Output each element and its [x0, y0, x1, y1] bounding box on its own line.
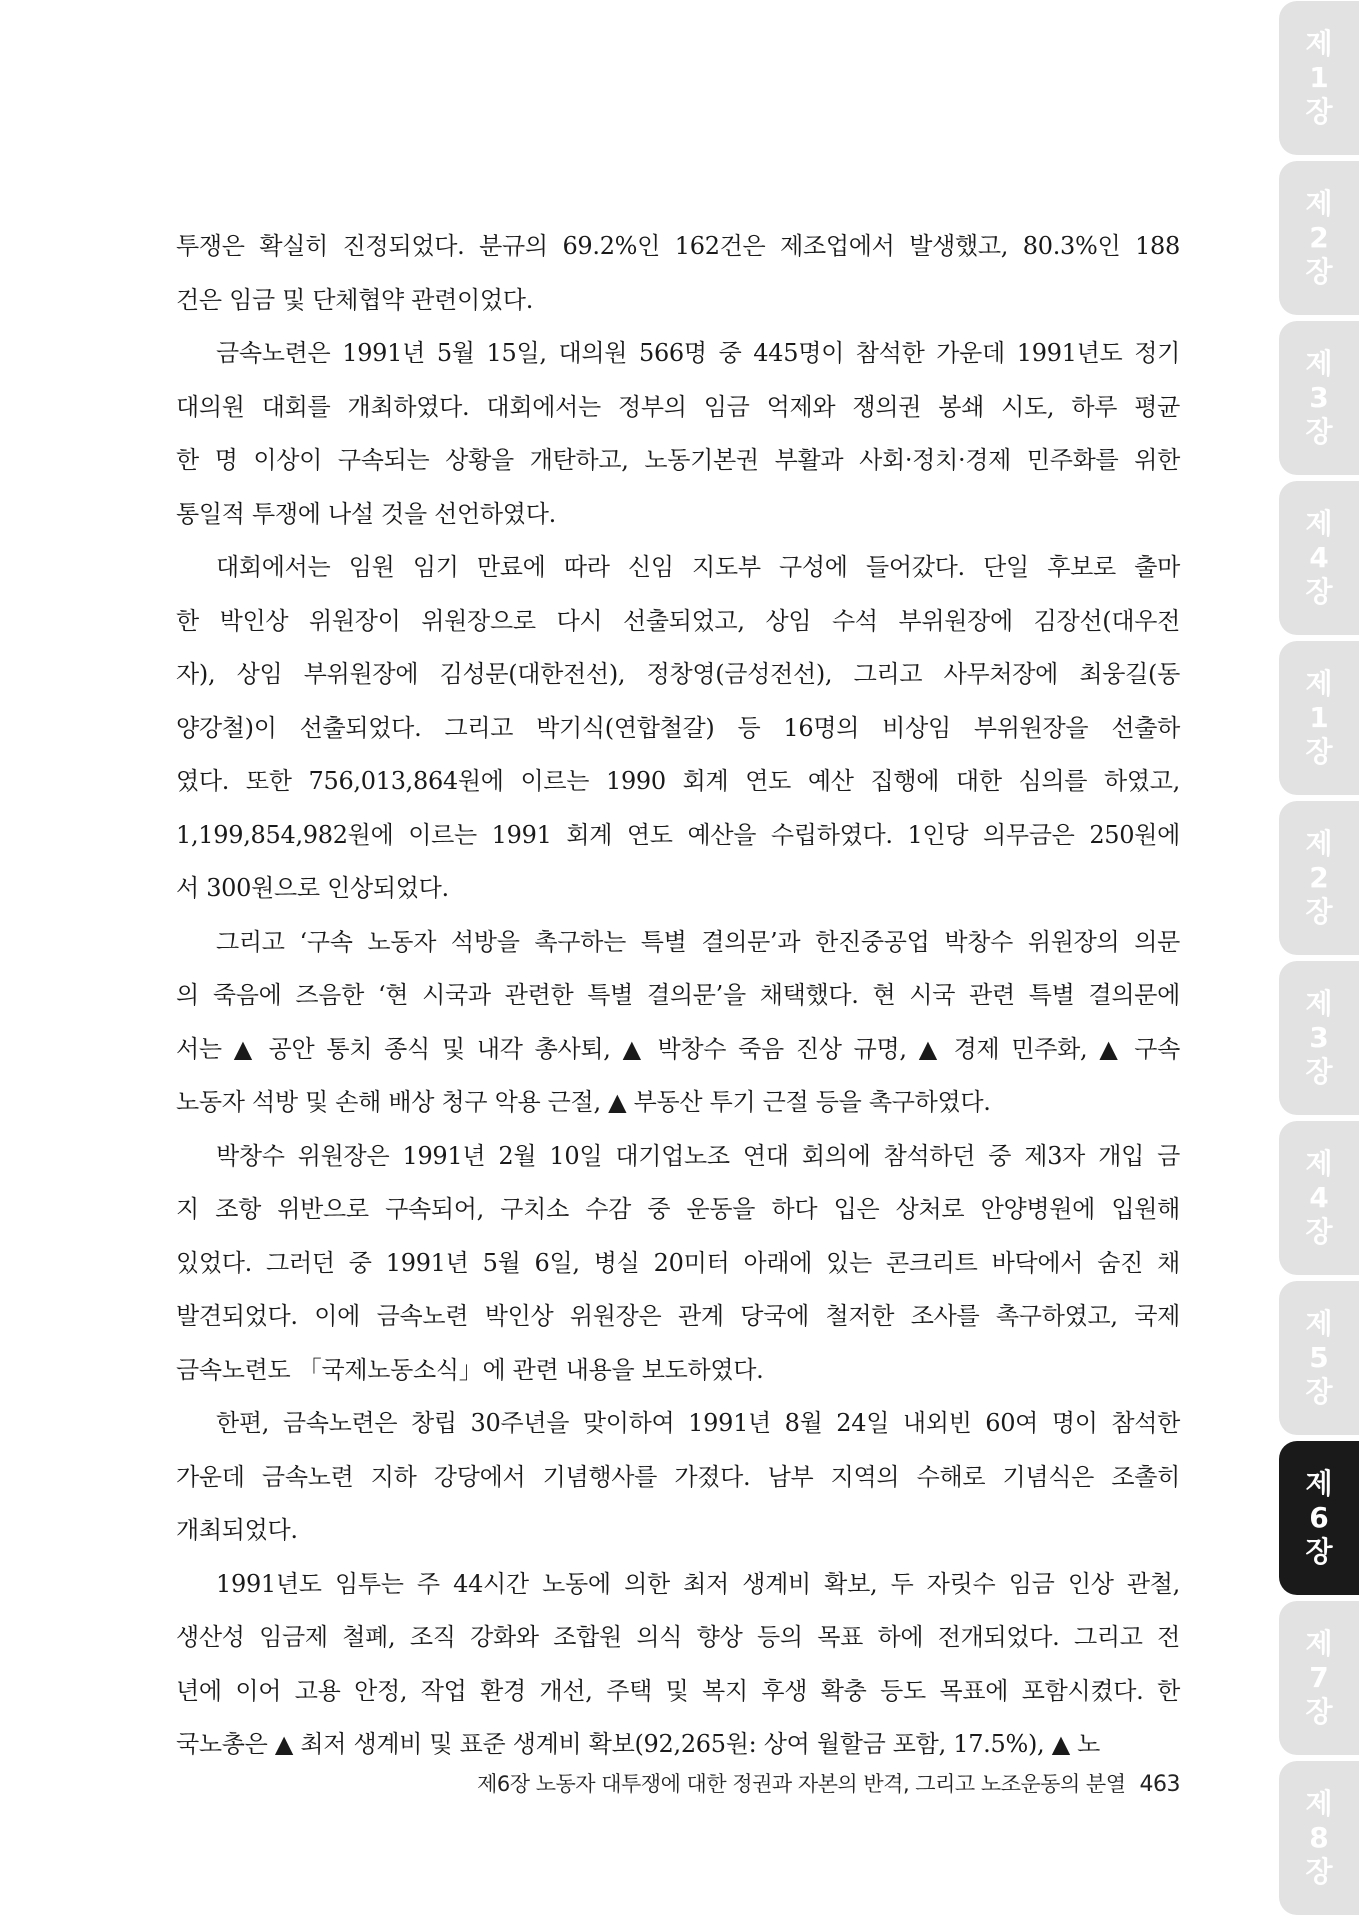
chapter-tab-suffix: 장	[1305, 1375, 1333, 1408]
chapter-tab[interactable]	[1279, 801, 1359, 955]
chapter-tab-suffix: 장	[1305, 1695, 1333, 1728]
chapter-tab-prefix: 제	[1305, 1627, 1333, 1660]
chapter-tab[interactable]	[1279, 1, 1359, 155]
text-line: 한편, 금속노련은 창립 30주년을 맞이하여 1991년 8월 24일 내외빈 60여 명이 참석한	[216, 1409, 1180, 1437]
text-line: 생산성 임금제 철폐, 조직 강화와 조합원 의식 향상 등의 목표 하에 전개되었다. 그리고 전	[176, 1623, 1180, 1651]
chapter-tab[interactable]	[1279, 1121, 1359, 1275]
text-line: 1,199,854,982원에 이르는 1991 회계 연도 예산을 수립하였다. 1인당 의무금은 250원에	[176, 820, 1180, 849]
text-line: 박창수 위원장은 1991년 2월 10일 대기업노조 연대 회의에 참석하던 중 제3자 개입 금	[216, 1141, 1180, 1170]
text-line: 대회에서는 임원 임기 만료에 따라 신임 지도부 구성에 들어갔다. 단일 후보로 출마	[216, 553, 1180, 581]
paragraph	[176, 220, 1180, 327]
chapter-tab-prefix: 제	[1305, 347, 1333, 380]
text-line: 그리고 ‘구속 노동자 석방을 촉구하는 특별 결의문’과 한진중공업 박창수 위원장의 의문	[216, 927, 1180, 956]
text-line: 자), 상임 부위원장에 김성문(대한전선), 정창영(금성전선), 그리고 사무처장에 최웅길(동	[176, 660, 1180, 688]
paragraph	[176, 1397, 1180, 1558]
paragraph	[176, 916, 1180, 1130]
chapter-tab-number: 3	[1309, 381, 1329, 414]
text-line: 서 300원으로 인상되었다.	[176, 874, 449, 902]
chapter-tab[interactable]	[1279, 1281, 1359, 1435]
paragraph	[176, 1130, 1180, 1398]
chapter-tab-prefix: 제	[1305, 187, 1333, 220]
chapter-tab-suffix: 장	[1305, 95, 1333, 128]
chapter-tab-prefix: 제	[1305, 1147, 1333, 1180]
chapter-tab-number: 6	[1309, 1501, 1329, 1534]
chapter-tab-number: 5	[1309, 1341, 1329, 1374]
chapter-tab-suffix: 장	[1305, 895, 1333, 928]
text-line: 금속노련도 「국제노동소식」에 관련 내용을 보도하였다.	[176, 1355, 764, 1384]
chapter-tab[interactable]	[1279, 1601, 1359, 1755]
running-title: 제6장 노동자 대투쟁에 대한 정권과 자본의 반격, 그리고 노조운동의 분열	[477, 1772, 1126, 1796]
chapter-tab-number: 2	[1309, 221, 1329, 254]
chapter-tab-suffix: 장	[1305, 735, 1333, 768]
chapter-tab-prefix: 제	[1305, 1787, 1333, 1820]
chapter-tab-prefix: 제	[1305, 27, 1333, 60]
text-line: 발견되었다. 이에 금속노련 박인상 위원장은 관계 당국에 철저한 조사를 촉구하였고, 국제	[176, 1302, 1180, 1330]
paragraph	[176, 327, 1180, 541]
text-line: 가운데 금속노련 지하 강당에서 기념행사를 가졌다. 남부 지역의 수해로 기념식은 조촐히	[176, 1462, 1180, 1491]
chapter-tab-number: 2	[1309, 861, 1329, 894]
text-line: 년에 이어 고용 안정, 작업 환경 개선, 주택 및 복지 후생 확충 등도 목표에 포함시켰다. 한	[176, 1676, 1180, 1705]
chapter-tab-suffix: 장	[1305, 1855, 1333, 1888]
chapter-tab-suffix: 장	[1305, 1055, 1333, 1088]
text-line: 였다. 또한 756,013,864원에 이르는 1990 회계 연도 예산 집행에 대한 심의를 하였고,	[176, 767, 1180, 795]
chapter-tab-number: 8	[1309, 1821, 1329, 1854]
paragraph	[176, 541, 1180, 916]
chapter-tab-number: 3	[1309, 1021, 1329, 1054]
chapter-tab-active[interactable]	[1279, 1441, 1359, 1595]
text-line: 대의원 대회를 개최하였다. 대회에서는 정부의 임금 억제와 쟁의권 봉쇄 시도, 하루 평균	[176, 392, 1180, 421]
chapter-tab-number: 1	[1309, 61, 1329, 94]
text-line: 국노총은 ▲ 최저 생계비 및 표준 생계비 확보(92,265원: 상여 월할금 포함, 17.5%), ▲ 노	[176, 1730, 1101, 1758]
chapter-tab-prefix: 제	[1305, 1467, 1333, 1500]
chapter-tab-suffix: 장	[1305, 415, 1333, 448]
chapter-tab-suffix: 장	[1305, 255, 1333, 288]
chapter-tab[interactable]	[1279, 161, 1359, 315]
chapter-tab-suffix: 장	[1305, 1535, 1333, 1568]
text-line: 있었다. 그러던 중 1991년 5월 6일, 병실 20미터 아래에 있는 콘크리트 바닥에서 숨진 채	[176, 1248, 1180, 1277]
chapter-tab[interactable]	[1279, 641, 1359, 795]
chapter-tab[interactable]	[1279, 321, 1359, 475]
page-footer	[176, 1768, 1180, 1798]
text-line: 투쟁은 확실히 진정되었다. 분규의 69.2%인 162건은 제조업에서 발생했고, 80.3%인 188	[176, 232, 1180, 260]
text-line: 양강철)이 선출되었다. 그리고 박기식(연합철갈) 등 16명의 비상임 부위원장을 선출하	[176, 713, 1180, 742]
chapter-tab-suffix: 장	[1305, 1215, 1333, 1248]
text-line: 한 명 이상이 구속되는 상황을 개탄하고, 노동기본권 부활과 사회·정치·경제 민주화를 위한	[176, 446, 1180, 474]
paragraph	[176, 1558, 1180, 1772]
chapter-tab-prefix: 제	[1305, 1307, 1333, 1340]
text-line: 노동자 석방 및 손해 배상 청구 악용 근절, ▲ 부동산 투기 근절 등을 촉구하였다.	[176, 1088, 991, 1116]
chapter-tab[interactable]	[1279, 1761, 1359, 1915]
body-text	[176, 220, 1180, 1772]
chapter-tab[interactable]	[1279, 481, 1359, 635]
text-line: 의 죽음에 즈음한 ‘현 시국과 관련한 특별 결의문’을 채택했다. 현 시국 관련 특별 결의문에	[176, 981, 1180, 1009]
text-line: 개최되었다.	[176, 1516, 298, 1544]
chapter-tab-prefix: 제	[1305, 667, 1333, 700]
text-line: 1991년도 임투는 주 44시간 노동에 의한 최저 생계비 확보, 두 자릿수 임금 인상 관철,	[216, 1569, 1180, 1598]
chapter-tab-prefix: 제	[1305, 507, 1333, 540]
chapter-tab-suffix: 장	[1305, 575, 1333, 608]
chapter-tab-number: 7	[1309, 1661, 1329, 1694]
text-line: 한 박인상 위원장이 위원장으로 다시 선출되었고, 상임 수석 부위원장에 김장선(대우전	[176, 606, 1180, 635]
text-line: 금속노련은 1991년 5월 15일, 대의원 566명 중 445명이 참석한 가운데 1991년도 정기	[216, 339, 1180, 367]
chapter-tab-number: 4	[1309, 1181, 1329, 1214]
chapter-tab-number: 1	[1309, 701, 1329, 734]
page-number: 463	[1139, 1772, 1180, 1797]
text-line: 지 조항 위반으로 구속되어, 구치소 수감 중 운동을 하다 입은 상처로 안양병원에 입원해	[176, 1195, 1180, 1223]
text-line: 서는 ▲ 공안 통치 종식 및 내각 총사퇴, ▲ 박창수 죽음 진상 규명, ▲ 경제 민주화, ▲ 구속	[176, 1034, 1180, 1063]
chapter-tab[interactable]	[1279, 961, 1359, 1115]
chapter-tab-number: 4	[1309, 541, 1329, 574]
chapter-tab-prefix: 제	[1305, 827, 1333, 860]
text-line: 건은 임금 및 단체협약 관련이었다.	[176, 285, 534, 314]
chapter-tabs	[1279, 0, 1359, 1920]
chapter-tab-prefix: 제	[1305, 987, 1333, 1020]
text-line: 통일적 투쟁에 나설 것을 선언하였다.	[176, 499, 556, 528]
